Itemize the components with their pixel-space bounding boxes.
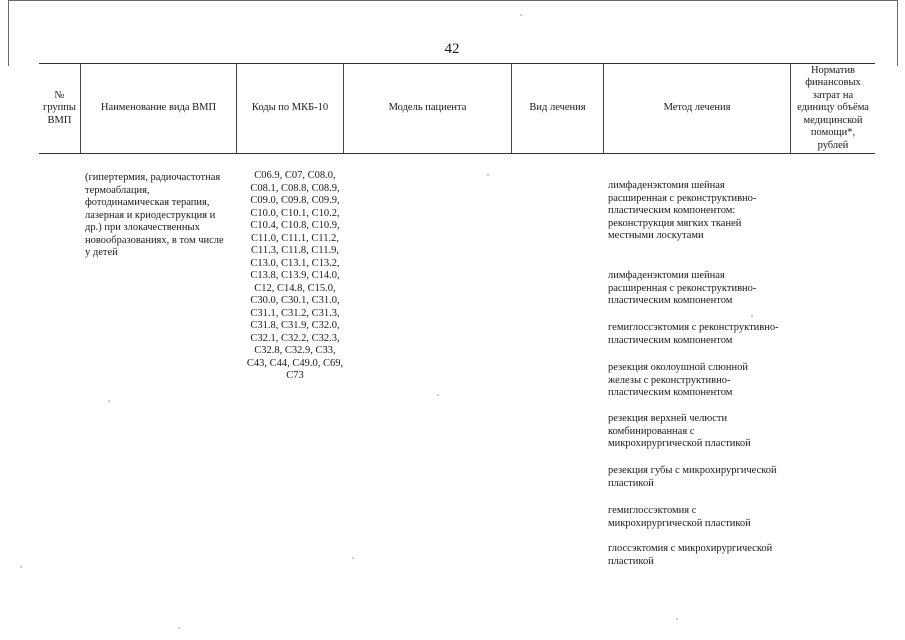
header-group-number: № группы ВМП xyxy=(39,64,81,153)
scan-speck xyxy=(487,174,489,176)
scan-speck xyxy=(20,566,22,568)
treatment-method-item: резекция губы с микрохирургической пластикой xyxy=(608,465,777,489)
vmp-name-cell: (гипертермия, радиочастотная термоаблация, фотодинамическая терапия, лазерная и криодеструкция и др.) при злокачественных новообразованиях, в том числе у детей xyxy=(85,172,224,258)
header-treatment-type: Вид лечения xyxy=(512,64,604,153)
treatment-method-item: резекция околоушной слюнной железы с реконструктивно- пластическим компонентом xyxy=(608,362,748,398)
scan-speck xyxy=(676,618,678,620)
treatment-method-item: гемиглоссэктомия с микрохирургической пластикой xyxy=(608,505,751,529)
mkb-codes-cell: C06.9, C07, C08.0, C08.1, C08.8, C08.9, C09.0, C09.8, C09.9, C10.0, C10.1, C10.2, C10.4, C10.8, C10.9, C11.0, C11.1, C11.2, C11.3, C11.8, C11.9, C13.0, C13.1, C13.2, C13.8, C13.9, C14.0, C12, C14.8, C15.0, C30.0, C30.1, C31.0, C31.1, C31.2, C31.3, C31.8, C31.9, C32.0, C32.1, C32.2, C32.3, C32.8, C32.9, C33, C43, C44, C49.0, C69, C73 xyxy=(246,170,344,381)
scan-speck xyxy=(520,14,522,16)
header-treatment-method: Метод лечения xyxy=(604,64,791,153)
treatment-method-item: глоссэктомия с микрохирургической пластикой xyxy=(608,543,773,567)
scan-speck xyxy=(751,315,753,317)
page-number: 42 xyxy=(444,41,460,57)
header-vmp-name: Наименование вида ВМП xyxy=(81,64,237,153)
treatment-method-item: резекция верхней челюсти комбинированная с микрохирургической пластикой xyxy=(608,413,751,449)
scan-speck xyxy=(437,394,439,396)
page-frame-left xyxy=(8,0,9,66)
table-header xyxy=(39,63,875,154)
header-patient-model: Модель пациента xyxy=(344,64,512,153)
treatment-method-item: лимфаденэктомия шейная расширенная с реконструктивно- пластическим компонентом: реконструкция мягких тканей местными лоскутами xyxy=(608,180,757,241)
page-frame-top xyxy=(8,0,898,1)
page-frame-right xyxy=(897,0,898,66)
treatment-method-item: гемиглоссэктомия с реконструктивно- пластическим компонентом xyxy=(608,322,779,346)
scan-speck xyxy=(108,400,110,402)
treatment-method-item: лимфаденэктомия шейная расширенная с реконструктивно- пластическим компонентом xyxy=(608,270,757,306)
header-mkb-codes: Коды по МКБ-10 xyxy=(237,64,344,153)
header-cost-norm: Норматив финансовых затрат на единицу объёма медицинской помощи*, рублей xyxy=(797,64,869,151)
scan-speck xyxy=(178,627,180,629)
scan-speck xyxy=(352,557,354,559)
